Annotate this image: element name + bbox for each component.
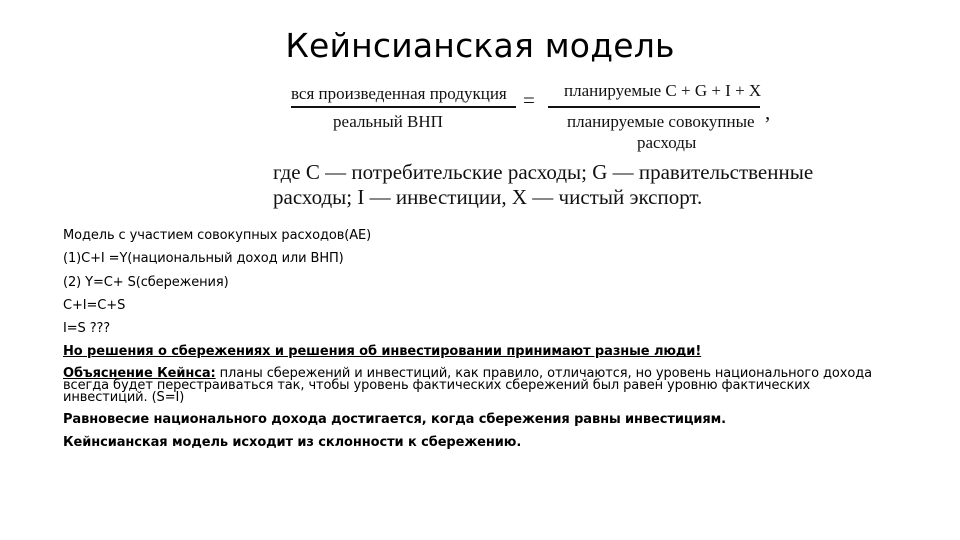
formula-rhs-denominator-line2: расходы [637,133,697,152]
paragraph-propensity: Кейнсианская модель исходит из склонности к сбережению. [63,435,522,451]
formula-equals-sign: = [523,88,535,112]
paragraph-equation-4: I=S ??? [63,321,111,337]
paragraph-equation-2: (2) Y=C+ S(сбережения) [63,274,229,290]
paragraph-decision-makers: Но решения о сбережениях и решения об инвестировании принимают разные люди! [63,344,702,360]
formula-rhs-denominator-line1: планируемые совокупные [567,112,755,131]
paragraph-equilibrium: Равновесие национального дохода достигается, когда сбережения равны инвестициям. [63,412,726,428]
keynes-explanation-text: планы сбережений и инвестиций, как правило, отличаются, но уровень национального дохода всегда будет перестраиваться так, чтобы уровень фактических сбережений был равен уровню фактических инвестиций. (S=I) [63,365,872,405]
formula-rhs-numerator: планируемые C + G + I + X [564,81,762,100]
paragraph-equation-3: C+I=C+S [63,297,126,313]
keynes-explanation-label: Объяснение Кейнса: [63,365,216,381]
formula-lhs-fraction-bar [291,106,516,108]
paragraph-keynes-explanation [63,365,893,405]
paragraph-model-description: Модель с участием совокупных расходов(AE) [63,228,372,243]
slide-title: Кейнсианская модель [285,26,675,65]
formula-legend-line1: где С — потребительские расходы; G — правительственные [273,160,814,184]
formula-rhs-fraction-bar [548,106,760,108]
formula-lhs-denominator: реальный ВНП [333,112,443,131]
formula-legend-line2: расходы; I — инвестиции, X — чистый экспорт. [273,185,703,209]
formula-lhs-numerator: вся произведенная продукция [291,84,507,103]
slide-body [63,228,893,459]
formula-image [0,0,960,220]
paragraph-equation-1: (1)C+I =Y(национальный доход или ВНП) [63,251,344,267]
formula-comma: , [765,100,771,124]
